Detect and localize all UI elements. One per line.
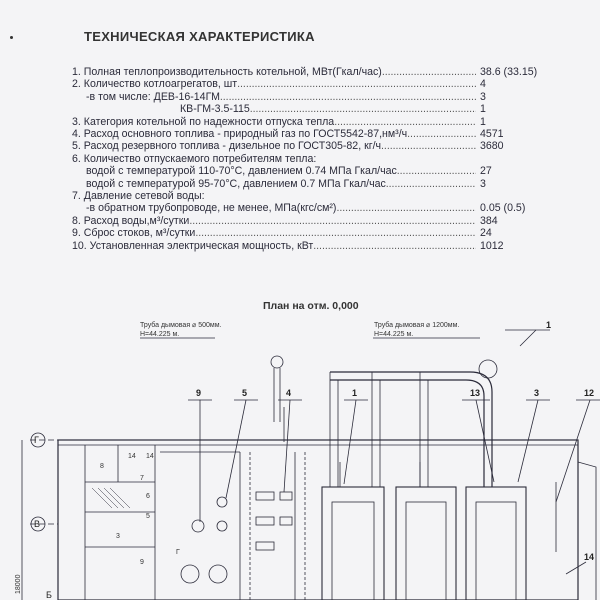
room-mark: 14 xyxy=(128,453,136,460)
spec-row: 7. Давление сетевой воды: xyxy=(72,190,205,203)
room-mark: 8 xyxy=(100,463,104,470)
dimension-label: 18000 xyxy=(15,574,22,594)
room-mark: 9 xyxy=(140,559,144,566)
chimney-right-height: Н=44.225 м. xyxy=(374,331,414,338)
room-mark: 6 xyxy=(146,493,150,500)
floor-plan-drawing xyxy=(0,312,600,600)
room-mark: 14 xyxy=(146,453,154,460)
room-mark: Г xyxy=(176,549,180,556)
spec-row: водой с температурой 95-70°С, давлением 0.7 МПа Гкал/час . . . 3 xyxy=(72,178,552,190)
spec-row: 8. Расход воды,м³/сутки . . . 384 xyxy=(72,215,552,227)
spec-row: водой с температурой 110-70°С, давлением 0.74 МПа Гкал/час . . . 27 xyxy=(72,165,552,177)
spec-row: -в обратном трубопроводе, не менее, МПа(кгс/см²) . . . 0.05 (0.5) xyxy=(72,202,552,214)
spec-row: 5. Расход резервного топлива - дизельное по ГОСТ305-82, кг/ч . . . 3680 xyxy=(72,140,552,152)
callout-4: 4 xyxy=(286,388,292,398)
spec-row: 3. Категория котельной по надежности отпуска тепла . . . 1 xyxy=(72,116,552,128)
callout-12: 12 xyxy=(584,388,595,398)
callout-13: 13 xyxy=(470,388,481,398)
callout-1: 1 xyxy=(352,388,358,398)
callout-9: 9 xyxy=(196,388,202,398)
spec-row: 2. Количество котлоагрегатов, шт . . . 4 xyxy=(72,78,552,90)
room-mark: 5 xyxy=(146,513,150,520)
chimney-left-label: Труба дымовая ⌀ 500мм. xyxy=(140,322,222,329)
spec-row: 6. Количество отпускаемого потребителям тепла: xyxy=(72,152,317,165)
spec-row: КВ-ГМ-3.5-115 . . . 1 xyxy=(72,103,552,115)
corner-mark xyxy=(10,36,13,39)
plan-title: План на отм. 0,000 xyxy=(263,300,359,312)
callout-5: 5 xyxy=(242,388,248,398)
spec-row: 4. Расход основного топлива - природный газ по ГОСТ5542-87,нм³/ч . . . 4571 xyxy=(72,128,552,140)
axis-v: В xyxy=(34,519,41,529)
spec-row: 1. Полная теплопроизводительность котельной, МВт(Гкал/час) . . . 38.6 (33.15) xyxy=(72,66,552,78)
chimney-right-label: Труба дымовая ⌀ 1200мм. xyxy=(374,322,460,329)
spec-row: -в том числе: ДЕВ-16-14ГМ . . . 3 xyxy=(72,91,552,103)
callout-14: 14 xyxy=(584,552,595,562)
axis-b: Б xyxy=(46,590,52,600)
axis-g: Г xyxy=(34,435,39,445)
spec-list xyxy=(72,66,552,252)
callout-3: 3 xyxy=(534,388,540,398)
callout-1-top: 1 xyxy=(546,320,552,330)
spec-row: 10. Установленная электрическая мощность, кВт . . . 1012 xyxy=(72,240,552,252)
spec-row: 9. Сброс стоков, м³/сутки . . . 24 xyxy=(72,227,552,239)
page-title: ТЕХНИЧЕСКАЯ ХАРАКТЕРИСТИКА xyxy=(84,29,315,44)
room-mark: 3 xyxy=(116,533,120,540)
room-mark: 7 xyxy=(140,475,144,482)
chimney-left-height: Н=44.225 м. xyxy=(140,331,180,338)
